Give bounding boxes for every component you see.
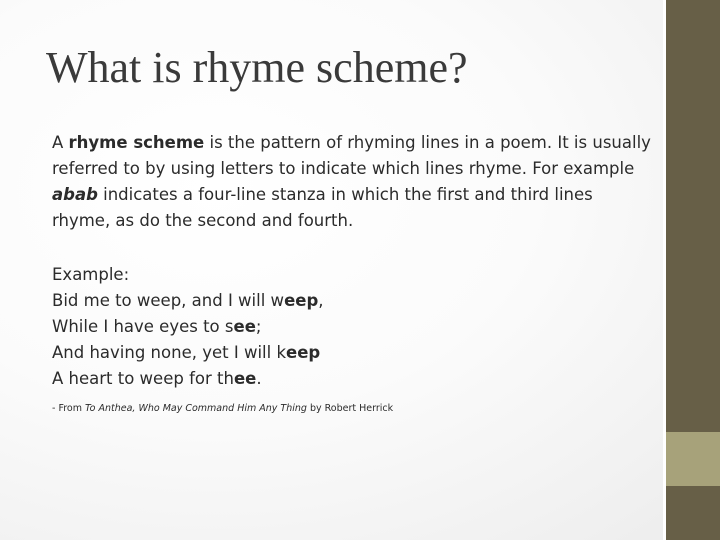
poem-line-rhyme: ee (233, 369, 257, 388)
poem-line-rhyme: ee (233, 317, 256, 336)
poem-line-text: While I have eyes to s (52, 317, 234, 336)
poem-line-text: A heart to weep for th (52, 369, 234, 388)
poem-line-rhyme: eep (286, 343, 321, 362)
definition-paragraph (52, 130, 652, 234)
poem-line (52, 314, 652, 340)
poem-line (52, 288, 652, 314)
poem-line (52, 366, 652, 392)
poem-line-rhyme: eep (284, 291, 319, 310)
poem-line-text: And having none, yet I will k (52, 343, 286, 362)
poem-line-punct: , (318, 291, 324, 310)
example-block (52, 262, 652, 392)
definition-text-3: indicates a four-line stanza in which the first and third lines rhyme, as do the second and fourth. (52, 185, 593, 230)
example-label: Example: (52, 265, 130, 284)
slide-body (52, 130, 652, 416)
definition-text-2: is the pattern of rhyming lines in a poem. It is usually referred to by using letters to indicate which lines rhyme. For example (52, 133, 651, 178)
poem-line-punct: . (256, 369, 262, 388)
citation-work-title: To Anthea, Who May Command Him Any Thing (85, 403, 307, 414)
slide-title: What is rhyme scheme? (46, 43, 468, 92)
definition-example-term: abab (52, 185, 98, 204)
citation (52, 402, 652, 416)
poem-line-text: Bid me to weep, and I will w (52, 291, 285, 310)
citation-prefix: - From (52, 403, 86, 414)
poem-line (52, 340, 652, 366)
sidebar-accent-block (666, 432, 720, 486)
citation-author: by Robert Herrick (306, 403, 394, 414)
definition-text-1: A (52, 133, 69, 152)
poem-line-punct: ; (255, 317, 262, 336)
definition-term: rhyme scheme (68, 133, 205, 152)
